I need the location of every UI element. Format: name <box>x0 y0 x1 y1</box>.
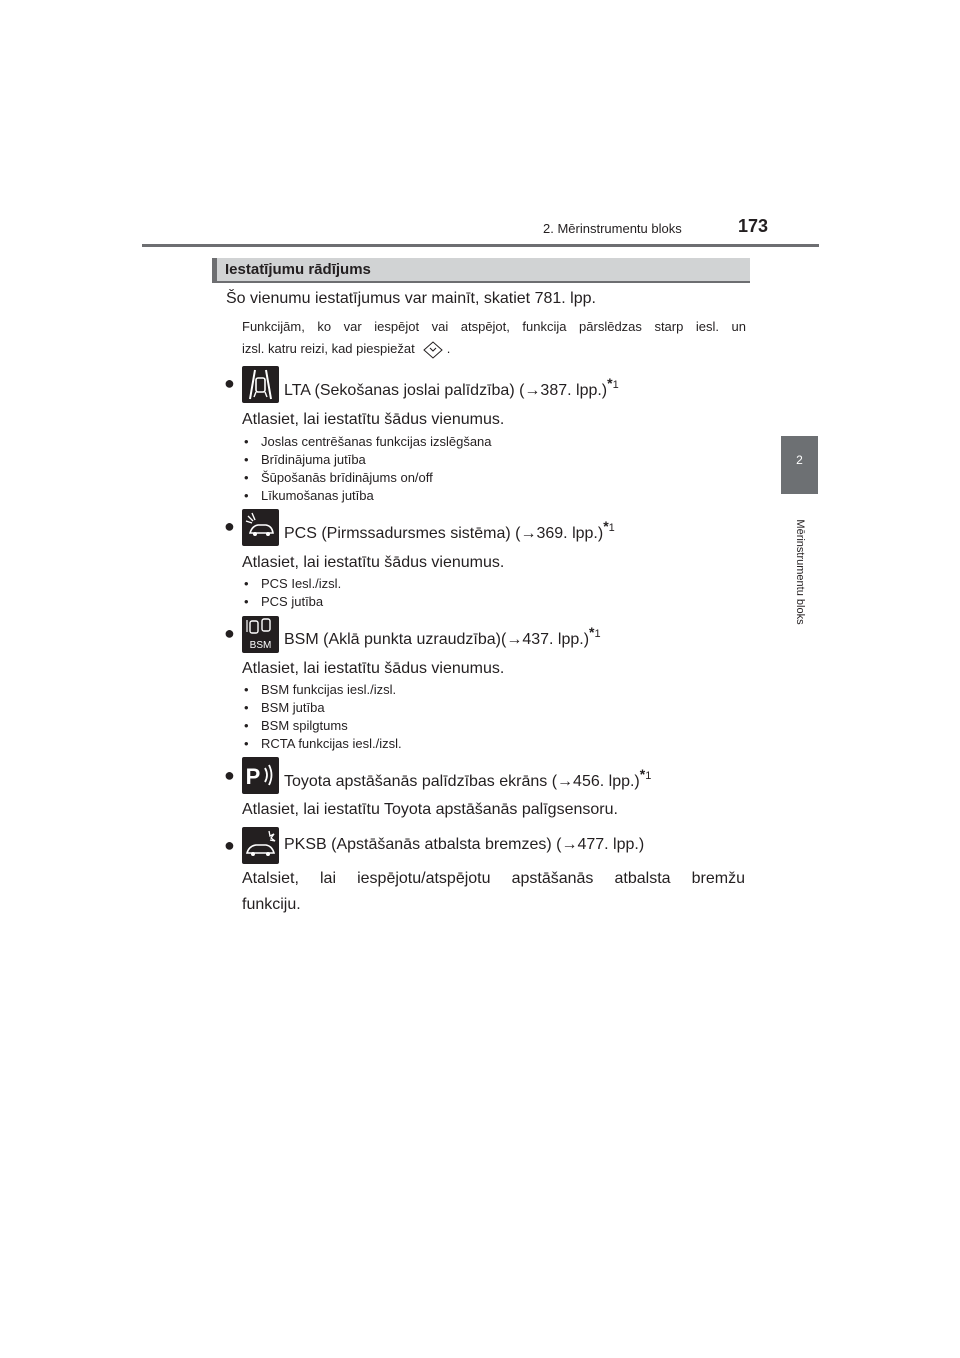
page-ref: 456. lpp.) <box>573 773 640 790</box>
section-heading <box>212 258 750 283</box>
item-lead: Atlasiet, lai iestatītu šādus vienumus. <box>242 554 505 571</box>
item-lead: Atlasiet, lai iestatītu Toyota apstāšanās palīgsensoru. <box>242 801 618 818</box>
item-lead: Atlasiet, lai iestatītu šādus vienumus. <box>242 660 505 677</box>
sub-list <box>244 681 402 753</box>
footnote-marker: *1 <box>603 518 615 534</box>
intro-text: Šo vienumu iestatījumus var mainīt, skatiet 781. lpp. <box>226 290 596 307</box>
bullet-icon: ● <box>224 373 235 393</box>
list-item: • RCTA funkcijas iesl./izsl. <box>244 735 402 753</box>
bsm-icon-text: BSM <box>249 640 272 651</box>
item-title-text: PCS (Pirmssadursmes sistēma) ( <box>284 525 521 542</box>
list-item: • BSM jutība <box>244 699 402 717</box>
footnote-number: 1 <box>612 379 619 391</box>
bullet-icon: ● <box>224 516 235 536</box>
chapter-tab-label: Mērinstrumentu bloks <box>794 519 806 625</box>
bullet-icon: ● <box>224 765 235 785</box>
bullet-icon: ● <box>224 623 235 643</box>
list-item: • Līkumošanas jutība <box>244 487 492 505</box>
list-item: • Brīdinājuma jutība <box>244 451 492 469</box>
arrow-icon: → <box>524 382 541 399</box>
item-title-text: Toyota apstāšanās palīdzības ekrāns ( <box>284 773 558 790</box>
item-lead-line-2: funkciju. <box>242 896 301 913</box>
footnote-number: 1 <box>645 770 652 782</box>
item-title-text: LTA (Sekošanas joslai palīdzība) ( <box>284 382 525 399</box>
list-item: • BSM spilgtums <box>244 717 402 735</box>
list-item: • PCS Iesl./izsl. <box>244 575 341 593</box>
pre-collision-icon <box>242 509 279 546</box>
footnote-marker: *1 <box>589 624 601 640</box>
page-number: 173 <box>738 216 769 236</box>
header-section-title: 2. Mērinstrumentu bloks <box>543 221 682 236</box>
steering-switch-icon <box>421 340 445 360</box>
sub-list <box>244 433 492 505</box>
item-title-text: PKSB (Apstāšanās atbalsta bremzes) ( <box>284 836 562 853</box>
chapter-tab-number: 2 <box>796 453 803 467</box>
pksb-icon <box>242 827 279 864</box>
item-title <box>284 836 644 854</box>
section-heading-marker <box>212 258 217 281</box>
chapter-tab <box>781 436 818 494</box>
note-line-2-end: . <box>446 341 451 356</box>
item-title <box>284 518 615 543</box>
note-line-2-text: izsl. katru reizi, kad piespiežat <box>242 341 415 356</box>
note-line-2 <box>242 338 746 360</box>
bullet-icon: ● <box>224 835 235 855</box>
footnote-number: 1 <box>594 628 601 640</box>
section-heading-text: Iestatījumu rādījums <box>225 261 371 278</box>
footnote-marker: *1 <box>639 766 652 782</box>
list-item: • Joslas centrēšanas funkcijas izslēgšana <box>244 433 492 451</box>
arrow-icon: → <box>520 525 537 542</box>
item-title-text: BSM (Aklā punkta uzraudzība)( <box>284 631 507 648</box>
page-ref: 477. lpp.) <box>577 836 645 853</box>
item-title <box>284 766 651 791</box>
list-item: • Šūpošanās brīdinājums on/off <box>244 469 492 487</box>
sub-list <box>244 575 341 611</box>
parking-icon-text: P <box>245 764 261 789</box>
item-title <box>284 375 619 400</box>
header-rule <box>142 244 819 247</box>
list-item: • BSM funkcijas iesl./izsl. <box>244 681 402 699</box>
arrow-icon: → <box>506 631 523 648</box>
page-ref: 369. lpp.) <box>536 525 604 542</box>
footnote-number: 1 <box>608 522 615 534</box>
page-ref: 437. lpp.) <box>522 631 590 648</box>
item-title <box>284 624 601 649</box>
bsm-icon <box>242 616 279 653</box>
lane-tracing-icon <box>242 366 279 403</box>
parking-assist-icon <box>242 757 279 794</box>
item-lead-line-1: Atalsiet, lai iespējotu/atspējotu apstāšanās atbalsta bremžu <box>242 870 745 887</box>
list-item: • PCS jutība <box>244 593 341 611</box>
note-line-1: Funkcijām, ko var iespējot vai atspējot, funkcija pārslēdzas starp iesl. un <box>242 319 746 334</box>
footnote-marker: *1 <box>607 375 619 391</box>
page-ref: 387. lpp.) <box>540 382 608 399</box>
arrow-icon: → <box>561 836 578 853</box>
item-lead: Atlasiet, lai iestatītu šādus vienumus. <box>242 411 505 428</box>
arrow-icon: → <box>557 773 574 790</box>
